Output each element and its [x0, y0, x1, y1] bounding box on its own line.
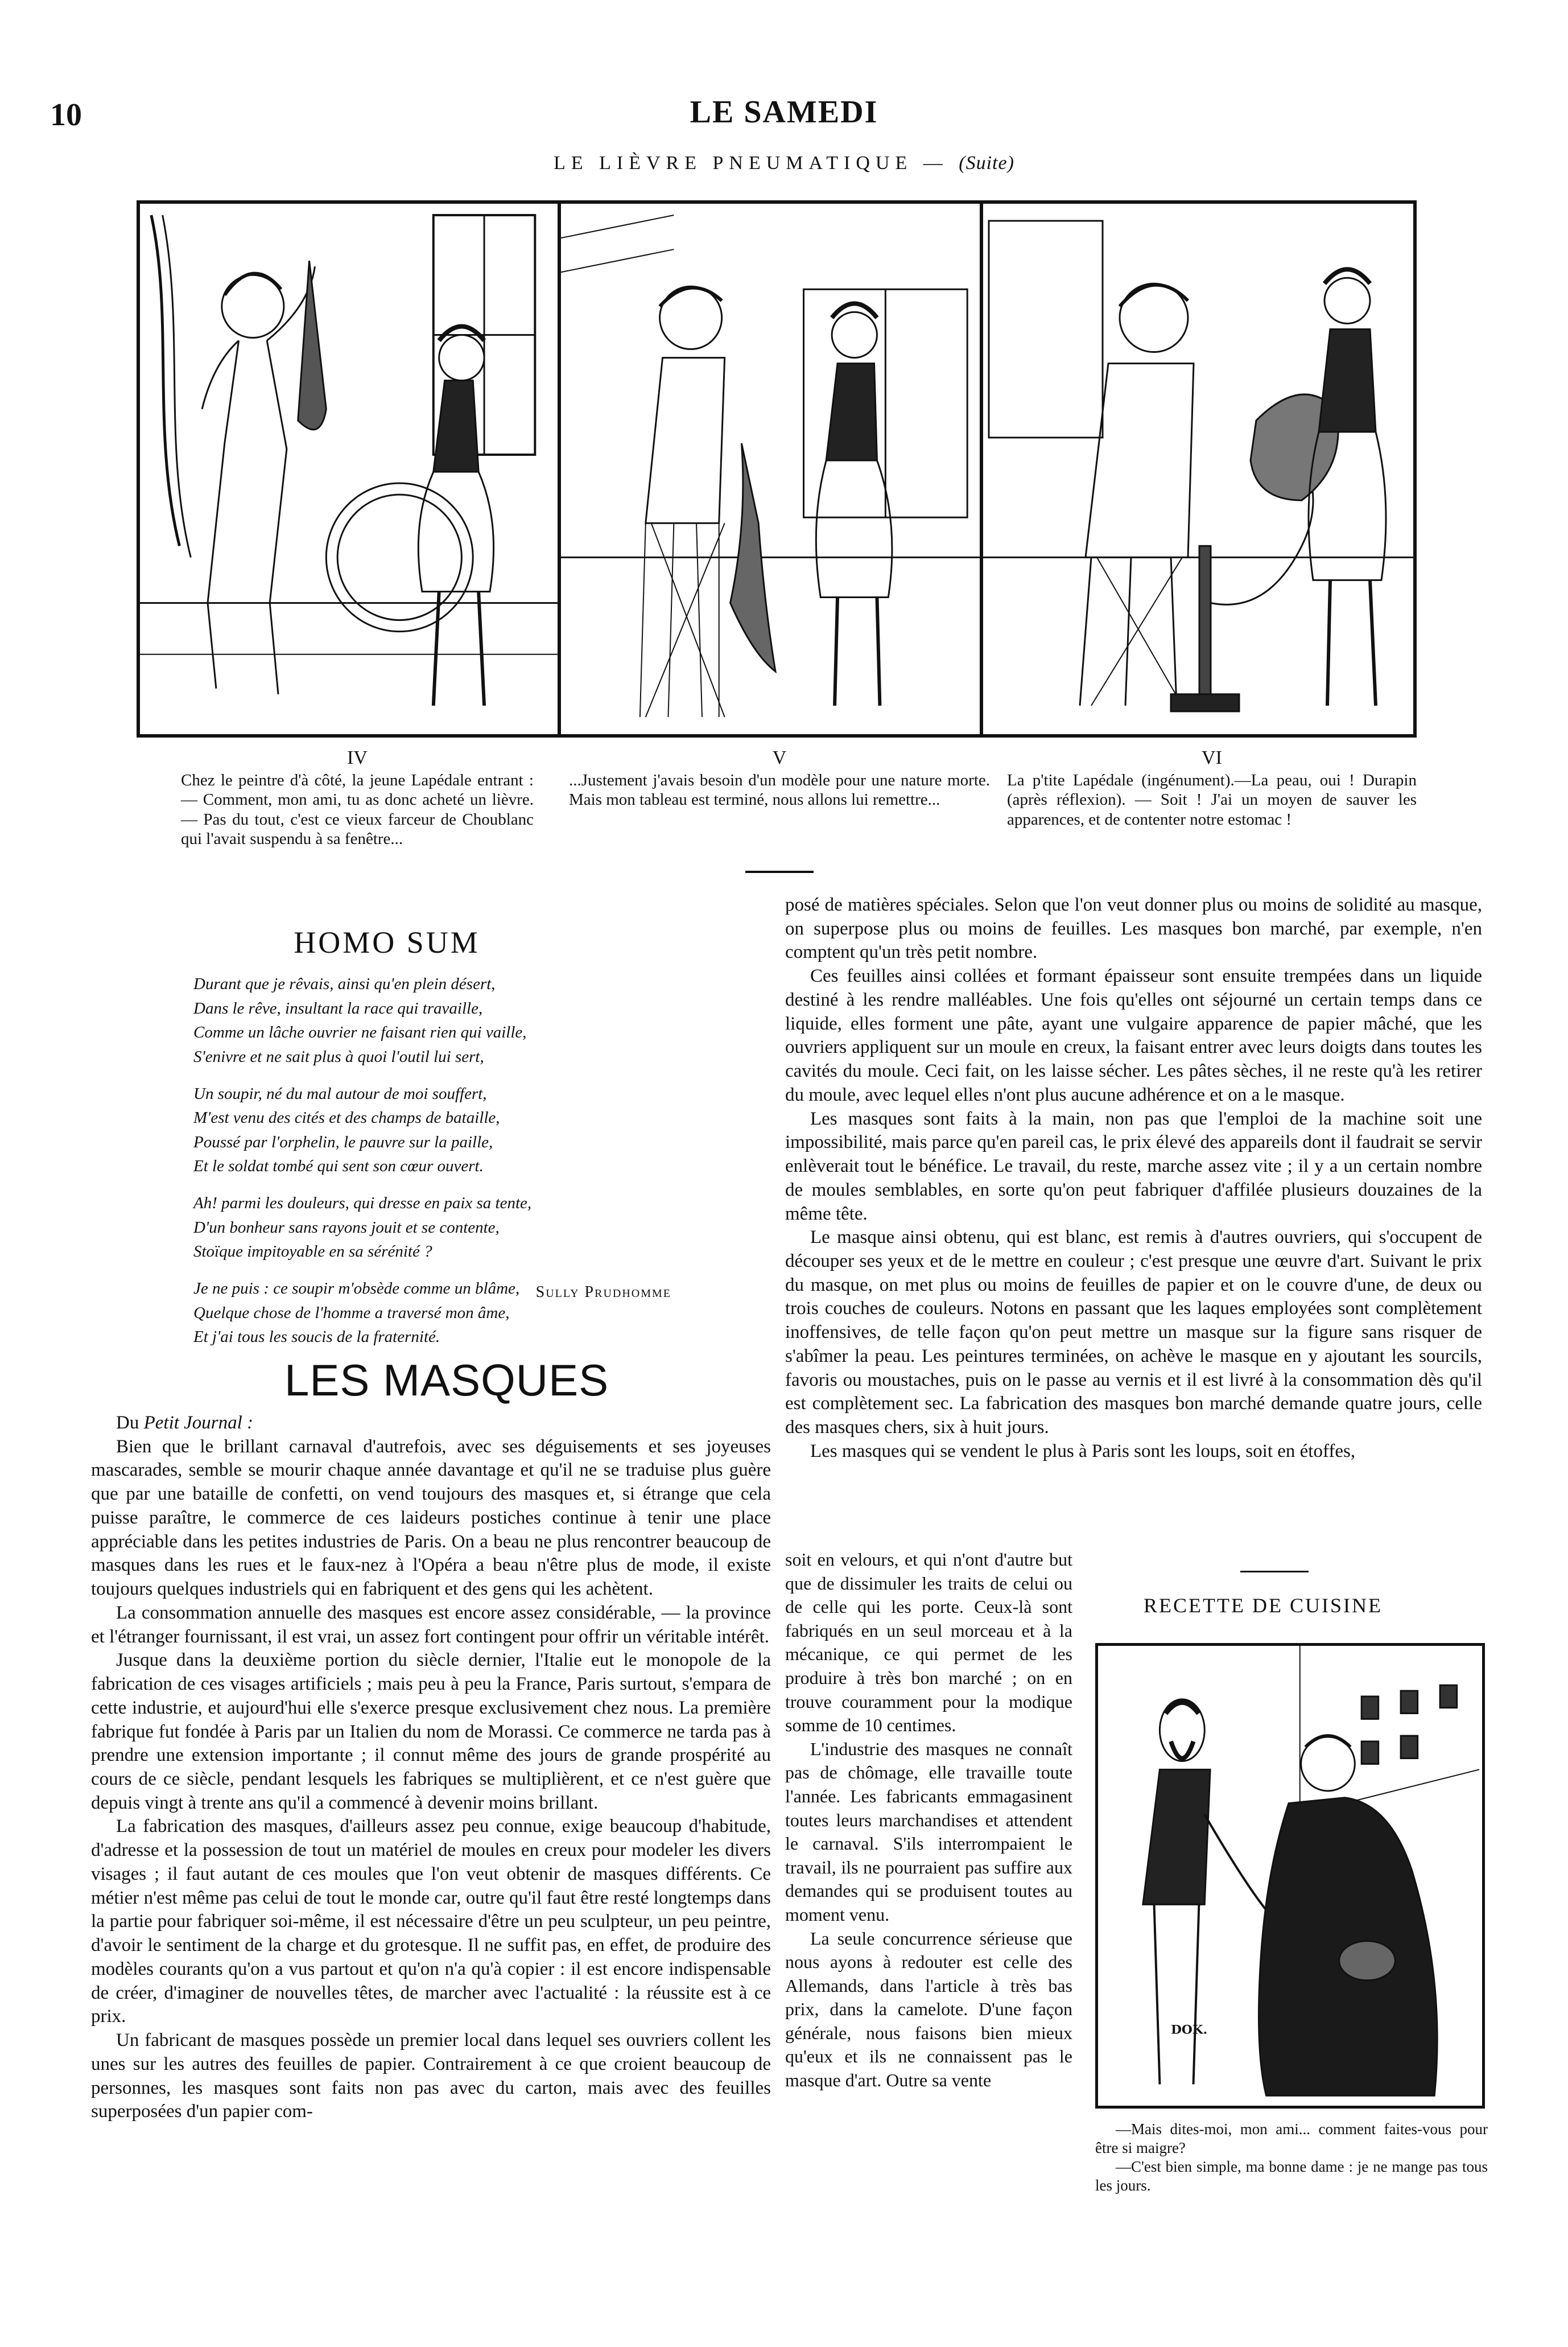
panel-vi-illustration [983, 204, 1413, 734]
article-paragraph: Bien que le brillant carnaval d'autrefois, avec ses déguisements et ses joyeuses mascarades, semble se mourir chaque année davantage et qu'il ne se traduise plus guère que par une bataille de confetti, on vend toujours des masques et, si étrange que cela puisse paraître, le commerce de ces laideurs postiches continue à tenir une place appréciable dans les petites industries de Paris. On a beau ne plus rencontrer beaucoup de masques dans les rues et le faux-nez à l'Opéra a beau n'être plus de mode, il existe toujours quelques industriels qui en fabriquent et des gens qui les achètent. [91, 1436, 771, 1600]
article-source-name: Petit Journal [143, 1413, 242, 1433]
article-paragraph: soit en velours, et qui n'ont d'autre but que de dissimuler les traits de celui ou de celle qui les porte. Ceux-là sont fabriqués en un seul morceau et à la mécanique, ce qui permet de les produire à très bon marché ; on en trouve couramment pour la modique somme de 10 centimes. [785, 1549, 1072, 1736]
poem-line: Un soupir, né du mal autour de moi souffert, [193, 1084, 487, 1103]
cartoon-signature: DOK. [1171, 2023, 1208, 2037]
poem-line: S'enivre et ne sait plus à quoi l'outil lui sert, [193, 1047, 484, 1066]
recette-title: RECETTE DE CUISINE [1144, 1594, 1383, 1617]
recette-divider [1240, 1571, 1309, 1572]
article-source-prefix: Du [116, 1413, 139, 1433]
poem-title: HOMO SUM [294, 925, 480, 960]
strip-title-text: LE LIÈVRE PNEUMATIQUE — [554, 153, 948, 174]
article-paragraph: L'industrie des masques ne connaît pas de chômage, elle travaille toute l'année. Les fabricants emmagasinent toutes leurs marchandises et attendent le carnaval. S'ils interrompaient le travail, ils ne pourraient pas suffire aux demandes qui se produisent toutes au moment venu. [785, 1738, 1072, 1925]
article-paragraph: Le masque ainsi obtenu, qui est blanc, est remis à d'autres ouvriers, qui s'occupent de découper ses yeux et de le mettre en couleur ; c'est presque une œuvre d'art. Suivant le prix du masque, on met plus ou moins de feuilles de papier et on le couvre d'une, de deux ou trois couches de couleurs. Notons en passant que les laques employées sont complètement inoffensives, de telle façon qu'on peut mettre un masque sur la figure sans risquer de s'abîmer la peau. Les peintures terminées, on achève le masque en y ajoutant les sourcils, favoris ou moustaches, puis on le passe au vernis et il est livré à la consommation dès qu'il est complètement sec. La fabrication des masques bon marché demande quatre jours, celle des masques chers, six à huit jours. [785, 1227, 1482, 1438]
comic-panel-iv [140, 204, 561, 734]
article-paragraph: La seule concurrence sérieuse que nous ayons à redouter est celle des Allemands, dans l'article à très bas prix, dans la camelote. D'une façon générale, nous faisons bien mieux qu'eux et ils ne connaissent pas le masque d'art. Outre sa vente [785, 1928, 1072, 2091]
panel-vi-number: VI [1202, 747, 1222, 768]
poem-line: Poussé par l'orphelin, le pauvre sur la paille, [193, 1133, 493, 1151]
poem-stanza [193, 1082, 660, 1179]
panel-iv-caption-text: Chez le peintre d'à côté, la jeune Lapédale entrant : — Comment, mon ami, tu as donc acheté un lièvre. — Pas du tout, c'est ce vieux farceur de Choublanc qui l'avait suspendu à sa fenêtre... [181, 771, 534, 848]
poem-line: Je ne puis : ce soupir m'obsède comme un blâme, [193, 1279, 520, 1298]
recette-caption [1095, 2120, 1488, 2195]
poem-line: D'un bonheur sans rayons jouit et se contente, [193, 1218, 500, 1237]
article-paragraph: posé de matières spéciales. Selon que l'on veut donner plus ou moins de solidité au masque, on superpose plus ou moins de feuilles. Les masques bon marché, par exemple, n'en comptent qu'un très petit nombre. [785, 895, 1482, 963]
poem-line: Et j'ai tous les soucis de la fraternité. [193, 1328, 440, 1347]
recette-cartoon [1095, 1643, 1485, 2109]
article-paragraph: La fabrication des masques, d'ailleurs assez peu connue, exige beaucoup d'habitude, d'adresse et la possession de tout un matériel de moules en creux pour modeler les divers visages ; il faut autant de ces moules que l'on veut obtenir de masques différents. Ce métier n'est même pas celui de tout le monde car, outre qu'il faut être resté longtemps dans la partie pour fabriquer soi-même, il est nécessaire d'être un peu sculpteur, un peu peintre, d'avoir le sentiment de la charge et du grotesque. Il ne suffit pas, en effet, de produire des modèles courants qu'on a vus partout et qu'on n'a qu'à copier : il est encore indispensable de créer, d'imaginer de nouvelles têtes, de marcher avec l'actualité : la réussite est à ce prix. [91, 1816, 771, 2027]
poem-line: Comme un lâche ouvrier ne faisant rien qui vaille, [193, 1023, 527, 1042]
poem-line: Et le soldat tombé qui sent son cœur ouvert. [193, 1157, 484, 1176]
poem-line: Stoïque impitoyable en sa sérénité ? [193, 1242, 432, 1261]
strip-title [0, 153, 1568, 174]
panel-v-caption [569, 747, 990, 810]
panel-vi-caption-text: La p'tite Lapédale (ingénument).—La peau, oui ! Durapin (après réflexion). — Soit ! J'ai un moyen de sauver les apparences, et de contenter notre estomac ! [1007, 771, 1417, 829]
article-paragraph: La consommation annuelle des masques est encore assez considérable, — la province et l'étranger fournissant, il est vrai, un assez fort contingent pour offrir un véritable intérêt. [91, 1602, 771, 1647]
poem-stanza [193, 1191, 660, 1264]
journal-masthead: LE SAMEDI [690, 94, 878, 130]
panel-v-illustration [561, 204, 980, 734]
poem-line: M'est venu des cités et des champs de bataille, [193, 1109, 500, 1127]
article-paragraph: Ces feuilles ainsi collées et formant épaisseur sont ensuite trempées dans un liquide destiné à les rendre malléables. Une fois qu'elles ont séjourné un certain temps dans ce liquide, elles forment une pâte, ayant une vulgaire apparence de papier mâché, que les ouvriers appliquent sur un moule en creux, la faisant entrer avec leurs doigts dans toutes les cavités du moule. Ceci fait, on les laisse sécher. Les pâtes sèches, il ne reste qu'à les retirer du moule, avec lequel elles n'ont plus aucune adhérence et on a le masque. [785, 966, 1482, 1105]
poem-line: Quelque chose de l'homme a traversé mon âme, [193, 1303, 510, 1322]
article-paragraph: Les masques qui se vendent le plus à Paris sont les loups, soit en étoffes, [810, 1440, 1356, 1461]
poem-line: Durant que je rêvais, ainsi qu'en plein désert, [193, 975, 496, 993]
strip-title-suffix: (Suite) [959, 153, 1014, 174]
panel-vi-caption [1007, 747, 1417, 829]
section-divider [745, 871, 814, 873]
article-column-2-narrow [785, 1548, 1072, 2093]
article-title: LES MASQUES [284, 1355, 609, 1405]
comic-strip [137, 200, 1417, 738]
recette-caption-line: —Mais dites-moi, mon ami... comment faites-vous pour être si maigre? [1095, 2120, 1488, 2156]
article-column-2 [785, 893, 1482, 1464]
panel-v-number: V [772, 747, 787, 768]
comic-panel-v [561, 204, 983, 734]
poem-body [193, 972, 660, 1362]
panel-iv-number: IV [347, 747, 368, 768]
article-column-1 [91, 1411, 771, 2124]
article-source [91, 1411, 771, 1435]
article-paragraph: Un fabricant de masques possède un premier local dans lequel ses ouvriers collent les unes sur les autres des feuilles de papier. Contrairement à ce que croient beaucoup de personnes, les masques sont faits non pas avec du carton, mais avec des feuilles superposées d'un papier com- [91, 2030, 771, 2122]
poem-signature: Sully Prudhomme [535, 1283, 671, 1301]
article-source-suffix: : [242, 1413, 254, 1433]
poem-line: Ah! parmi les douleurs, qui dresse en paix sa tente, [193, 1194, 532, 1212]
recette-illustration [1098, 1646, 1482, 2106]
panel-iv-caption [181, 747, 534, 849]
comic-panel-vi [983, 204, 1413, 734]
page-number: 10 [50, 97, 82, 133]
poem-line: Dans le rêve, insultant la race qui travaille, [193, 999, 483, 1018]
poem-stanza [193, 972, 660, 1069]
article-paragraph: Jusque dans la deuxième portion du siècle dernier, l'Italie eut le monopole de la fabrication de ces visages artificiels ; mais peu à peu la France, Paris surtout, s'empara de cette industrie, et aujourd'hui elle s'exerce presque exclusivement chez nous. La première fabrique fut fondée à Paris par un Italien du nom de Morassi. Ce commerce ne tarda pas à prendre une extension importante ; il connut même des jours de grande prospérité au cours de ce siècle, pendant lesquels les fabriques se multiplièrent, et ce n'est guère que depuis vingt à trente ans qu'il a commencé à devenir moins brillant. [91, 1650, 771, 1813]
recette-caption-line: —C'est bien simple, ma bonne dame : je ne mange pas tous les jours. [1095, 2157, 1488, 2194]
article-paragraph: Les masques sont faits à la main, non pas que l'emploi de la machine soit une impossibilité, mais parce qu'en pareil cas, le prix élevé des appareils dont il faudrait se servir enlèverait tout le bénéfice. Le travail, du reste, marche assez vite ; il y a un certain nombre de moules semblables, en sorte qu'on peut fabriquer d'affilée plusieurs douzaines de la même tête. [785, 1108, 1482, 1224]
panel-iv-illustration [140, 204, 558, 734]
panel-v-caption-text: ...Justement j'avais besoin d'un modèle pour une nature morte. Mais mon tableau est terminé, nous allons lui remettre... [569, 771, 990, 809]
